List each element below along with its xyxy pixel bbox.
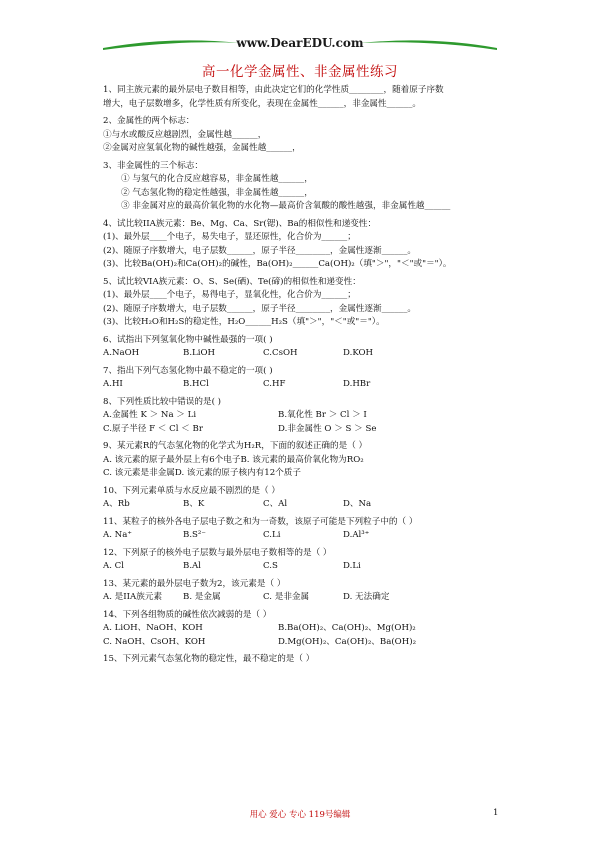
answer-option: A、Rb [103,499,130,509]
options-row [103,622,523,636]
answer-option: B.氧化性 Br ＞ Cl ＞ I [278,410,367,420]
answer-option: C. 是非金属 [263,592,310,602]
answer-option: B、K [183,499,205,509]
answer-option: B.S²⁻ [183,530,206,540]
question-line: ②金属对应氢氧化物的碱性越强，金属性越______， [103,143,301,153]
question-7 [103,365,523,396]
question-5 [103,276,523,334]
question-line: 9、某元素R的气态氢化物的化学式为H₂R，下面的叙述正确的是（ ） [103,441,368,451]
question-2 [103,115,523,160]
answer-option: A.金属性 K ＞ Na ＞ Li [103,410,197,420]
answer-option: D.Al³⁺ [343,530,370,540]
answer-option: C.CsOH [263,348,298,358]
options-row [103,498,523,512]
question-line: 11、某粒子的核外各电子层电子数之和为一奇数，该原子可能是下列粒子中的（ ） [103,516,418,527]
answer-option: D.HBr [343,379,371,389]
question-line: 15、下列元素气态氢化物的稳定性，最不稳定的是（ ） [103,654,315,664]
answer-option: A. Cl [103,561,124,571]
question-line: 增大，电子层数增多，化学性质有所变化，表现在金属性______，非金属性______。 [103,98,421,109]
options-row [103,347,523,361]
question-3 [103,160,523,218]
question-12 [103,547,523,578]
question-14 [103,609,523,654]
options-row [103,529,523,543]
question-1 [103,84,523,115]
answer-option: D、Na [343,499,372,509]
question-line: 4、试比较IIA族元素：Be、Mg、Ca、Sr(锶)、Ba的相似性和递变性： [103,218,377,229]
options-row [103,423,523,437]
page-number: 1 [493,808,499,818]
answer-option: B.HCl [183,379,209,389]
question-line: 3、非金属性的三个标志： [103,160,203,171]
question-line: ①与水或酸反应越剧烈，金属性越______， [103,129,267,140]
question-8 [103,396,523,441]
options-row [103,378,523,392]
question-sub-line: ③ 非金属对应的最高价氧化物的水化物—最高价含氧酸的酸性越强，非金属性越______ [121,201,451,211]
options-row [103,409,523,423]
answer-option: C.Li [263,530,281,540]
answer-option: C. NaOH、CsOH、KOH [103,636,206,647]
options-row [103,636,523,650]
footer-text: 用心 爱心 专心 119号编辑 [249,810,351,820]
question-line: 12、下列原子的核外电子层数与最外层电子数相等的是（ ） [103,547,332,558]
exercise-content [103,84,523,671]
question-line: A. 该元素的原子最外层上有6个电子B. 该元素的最高价氧化物为RO₂ [103,454,364,465]
question-13 [103,578,523,609]
answer-option: B.LiOH [183,348,216,358]
answer-option: A.HI [103,379,123,389]
question-line: (3)、比较Ba(OH)₂和Ca(OH)₂的碱性，Ba(OH)₂______Ca(OH)₂（填"＞"，"＜"或"＝"）。 [103,259,452,269]
question-line: (3)、比较H₂O和H₂S的稳定性，H₂O______H₂S（填"＞"，"＜"或"＝"）。 [103,317,385,327]
answer-option: A. LiOH、NaOH、KOH [103,623,203,633]
options-row [103,591,523,605]
question-line: 10、下列元素单质与水反应最不剧烈的是（ ） [103,485,280,496]
question-line: 2、金属性的两个标志： [103,116,195,126]
question-line: 14、下列各组物质的碱性依次减弱的是（ ） [103,609,272,620]
question-line: (2)、随原子序数增大，电子层数______，原子半径________，金属性逐渐______。 [103,245,416,256]
options-row [103,560,523,574]
question-line: 8、下列性质比较中错误的是( ) [103,396,222,407]
answer-option: B.Ba(OH)₂、Ca(OH)₂、Mg(OH)₂ [278,623,416,633]
question-6 [103,334,523,365]
answer-option: B. 是金属 [183,592,221,602]
question-11 [103,516,523,547]
question-10 [103,485,523,516]
answer-option: D.KOH [343,348,374,358]
question-line: (1)、最外层____个电子，易失电子，显还原性，化合价为______； [103,232,356,242]
page-title: 高一化学金属性、非金属性练习 [202,64,398,80]
question-line: 5、试比较VIA族元素：O、S、Se(硒)、Te(碲)的相似性和递变性： [103,276,361,287]
answer-option: B.Al [183,561,202,571]
question-line: C. 该元素是非金属D. 该元素的原子核内有12个质子 [103,468,301,478]
answer-option: D.Mg(OH)₂、Ca(OH)₂、Ba(OH)₂ [278,636,417,647]
answer-option: A.NaOH [103,348,140,358]
question-line: 1、同主族元素的最外层电子数目相等，由此决定它们的化学性质________，随着原子序数 [103,85,444,95]
question-line: (2)、随原子序数增大，电子层数______，原子半径________，金属性逐渐______。 [103,303,416,314]
site-name: www.DearEDU.com [236,36,364,50]
question-line: 6、试指出下列氢氧化物中碱性最强的一项( ) [103,334,273,345]
answer-option: C.HF [263,379,286,389]
question-9 [103,440,523,485]
question-sub-line: ② 气态氢化物的稳定性越强，非金属性越______， [121,187,313,198]
question-line: (1)、最外层____个电子，易得电子，显氧化性，化合价为______； [103,290,356,300]
question-line: 13、某元素的最外层电子数为2，该元素是（ ） [103,578,286,589]
question-line: 7、指出下列气态氢化物中最不稳定的一项( ) [103,365,273,376]
answer-option: C、Al [263,499,288,509]
question-sub-line: ① 与氢气的化合反应越容易，非金属性越______， [121,174,313,184]
answer-option: C.S [263,561,278,571]
answer-option: D. 无法确定 [343,592,390,602]
answer-option: A. 是IIA族元素 [103,592,163,602]
question-15 [103,653,523,671]
answer-option: A. Na⁺ [103,530,132,540]
question-4 [103,218,523,276]
answer-option: C.原子半径 F ＜ Cl ＜ Br [103,423,203,434]
answer-option: D.Li [343,561,361,571]
answer-option: D.非金属性 O ＞ S ＞ Se [278,423,377,434]
